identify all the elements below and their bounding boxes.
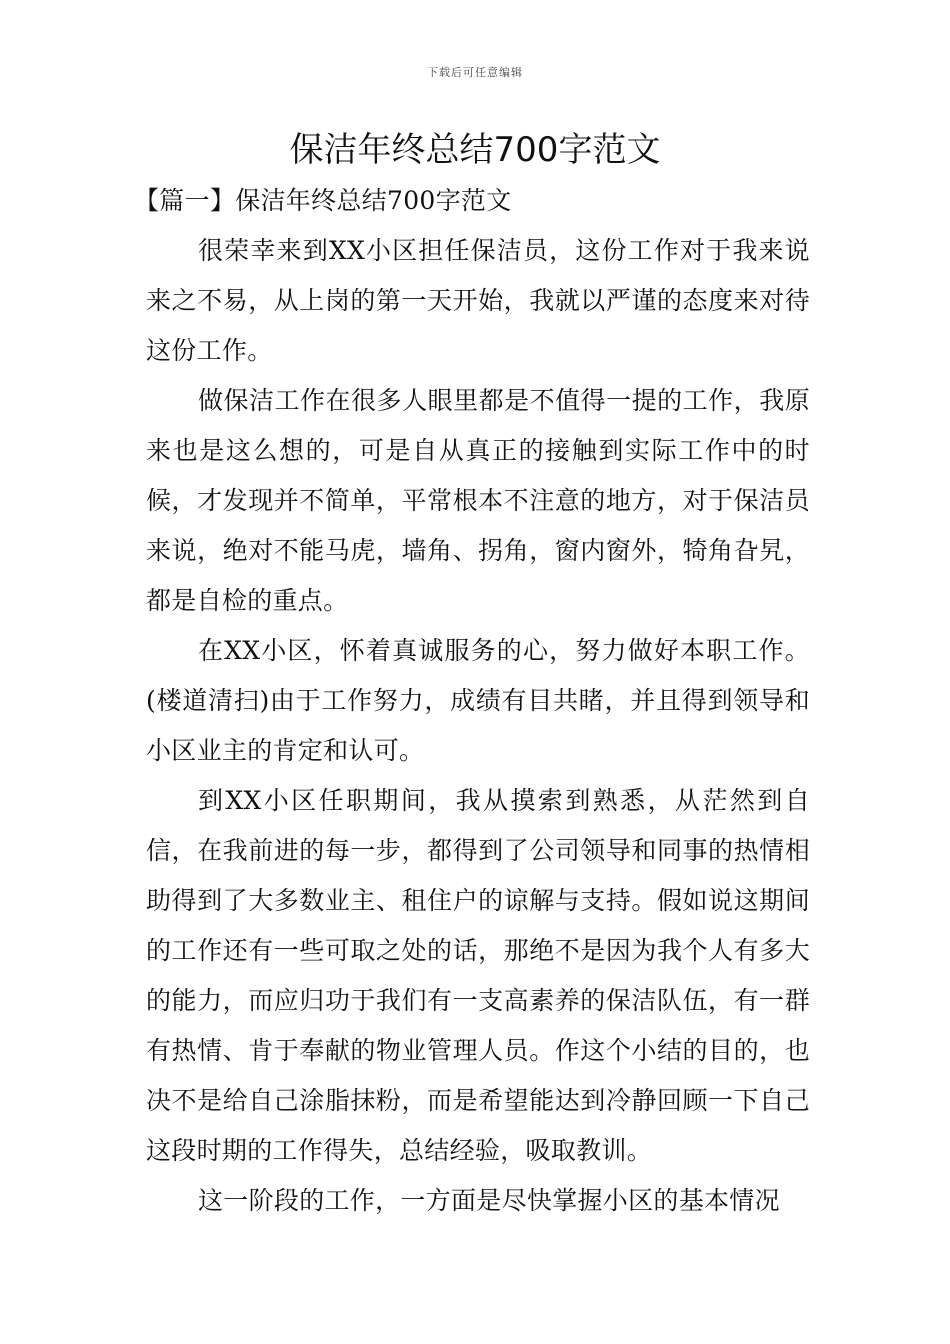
paragraph-2: 做保洁工作在很多人眼里都是不值得一提的工作，我原来也是这么想的，可是自从真正的接触到实际工作中的时候，才发现并不简单，平常根本不注意的地方，对于保洁员来说，绝对不能马虎，墙角、拐角，窗内窗外，犄角旮旯，都是自检的重点。 <box>146 386 810 615</box>
document-title: 保洁年终总结700字范文 <box>289 130 661 170</box>
paragraph-3: 在XX小区，怀着真诚服务的心，努力做好本职工作。(楼道清扫)由于工作努力，成绩有目共睹，并且得到领导和小区业主的肯定和认可。 <box>146 636 810 765</box>
paragraph-4: 到XX小区任职期间，我从摸索到熟悉，从茫然到自信，在我前进的每一步，都得到了公司领导和同事的热情相助得到了大多数业主、租住户的谅解与支持。假如说这期间的工作还有一些可取之处的话，那绝不是因为我个人有多大的能力，而应归功于我们有一支高素养的保洁队伍，有一群有热情、肯于奉献的物业管理人员。作这个小结的目的，也决不是给自己涂脂抹粉，而是希望能达到冷静回顾一下自己这段时期的工作得失，总结经验，吸取教训。 <box>146 786 810 1165</box>
section-heading: 【篇一】保洁年终总结700字范文 <box>134 186 512 215</box>
paragraph-5: 这一阶段的工作，一方面是尽快掌握小区的基本情况 <box>198 1186 780 1215</box>
paragraph-1: 很荣幸来到XX小区担任保洁员，这份工作对于我来说来之不易，从上岗的第一天开始，我就以严谨的态度来对待这份工作。 <box>146 236 810 365</box>
header-note: 下载后可任意编辑 <box>427 66 523 79</box>
document-body <box>134 176 810 1226</box>
